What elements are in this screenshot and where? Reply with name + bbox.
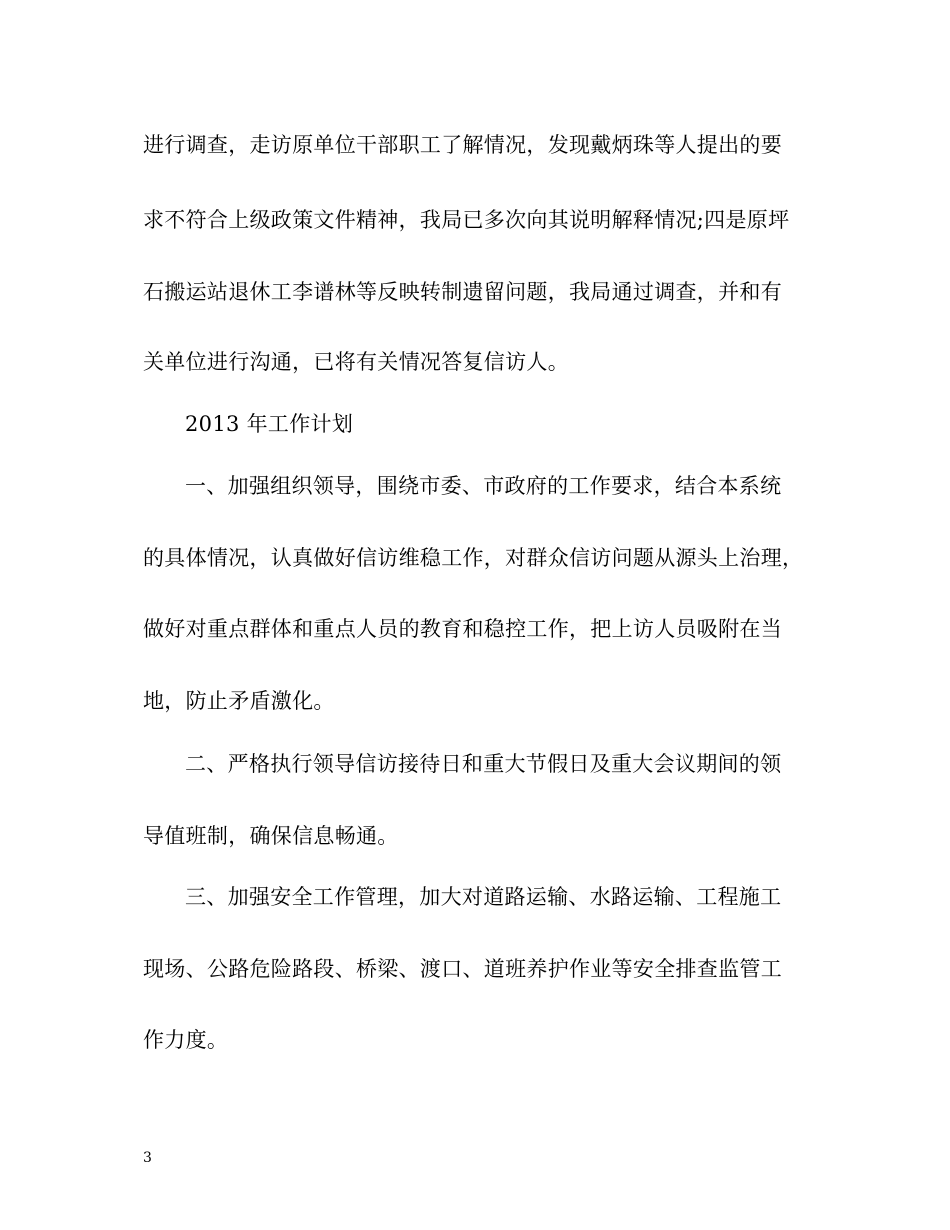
text-line: 关单位进行沟通，已将有关情况答复信访人。 xyxy=(143,350,569,374)
section-heading: 2013 年工作计划 xyxy=(185,412,354,436)
text-line: 三、加强安全工作管理，加大对道路运输、水路运输、工程施工 xyxy=(185,885,782,909)
page-number: 3 xyxy=(143,1150,152,1166)
text-line: 现场、公路危险路段、桥梁、渡口、道班养护作业等安全排查监管工 xyxy=(143,957,782,981)
text-line: 一、加强组织领导，围绕市委、市政府的工作要求，结合本系统 xyxy=(185,474,782,498)
text-line: 导值班制，确保信息畅通。 xyxy=(143,824,399,848)
text-line: 石搬运站退休工李谱林等反映转制遗留问题，我局通过调查，并和有 xyxy=(143,280,782,304)
text-line: 地，防止矛盾激化。 xyxy=(143,689,335,713)
text-line: 进行调查，走访原单位干部职工了解情况，发现戴炳珠等人提出的要 xyxy=(143,133,782,157)
text-line: 求不符合上级政策文件精神，我局已多次向其说明解释情况;四是原坪 xyxy=(143,208,790,232)
text-line: 做好对重点群体和重点人员的教育和稳控工作，把上访人员吸附在当 xyxy=(143,617,782,641)
text-line: 二、严格执行领导信访接待日和重大节假日及重大会议期间的领 xyxy=(185,752,782,776)
text-line: 作力度。 xyxy=(143,1028,229,1052)
text-line: 的具体情况，认真做好信访维稳工作，对群众信访问题从源头上治理， xyxy=(143,546,804,570)
